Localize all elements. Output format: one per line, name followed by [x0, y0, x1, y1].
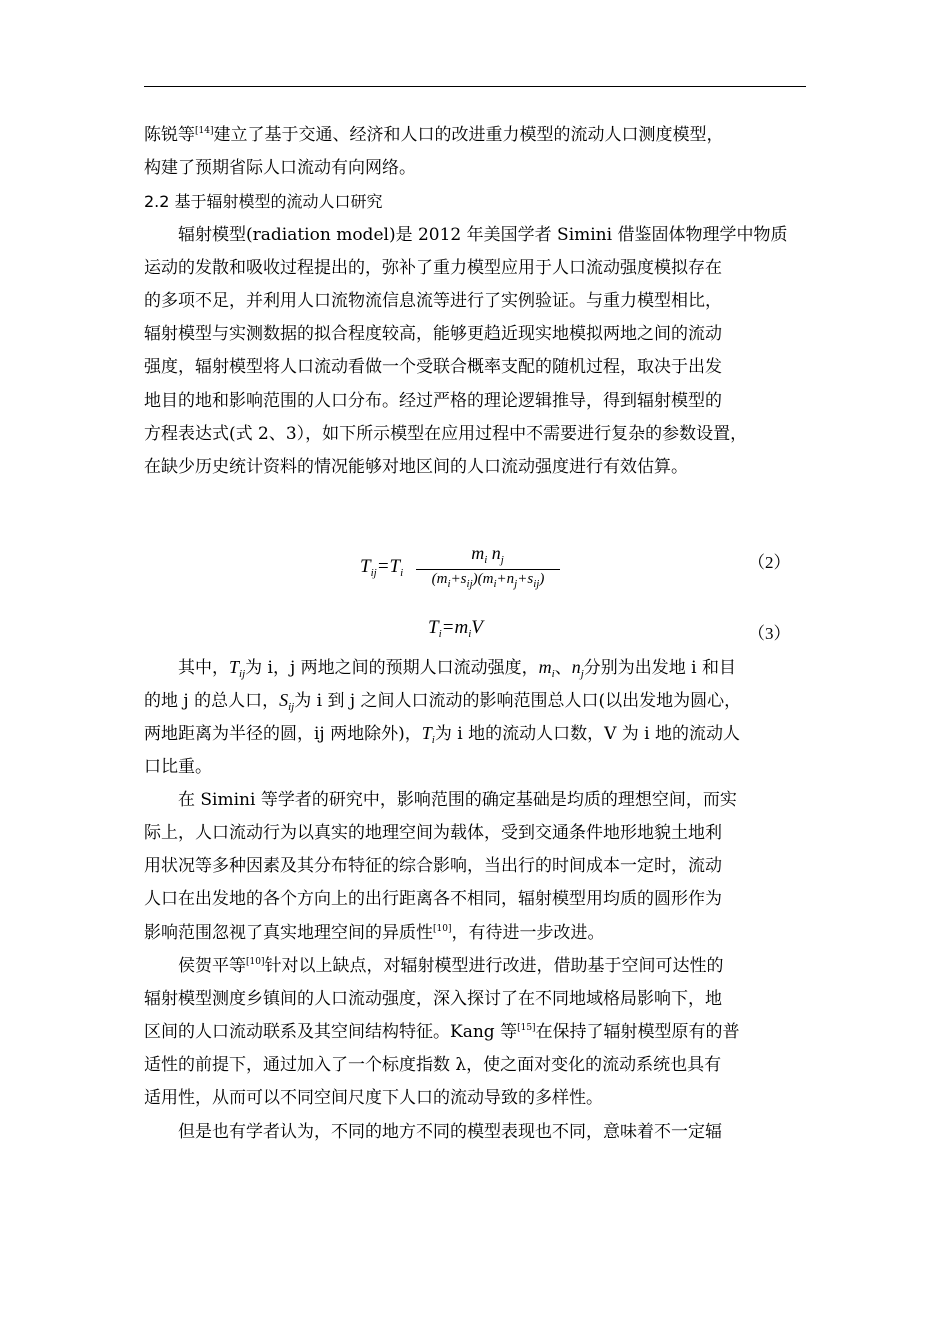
citation: [10]	[246, 956, 265, 967]
text-line: 际上，人口流动行为以真实的地理空间为载体，受到交通条件地形地貌土地利	[144, 822, 722, 843]
text-line: 辐射模型(radiation model)是 2012 年美国学者 Simini 借鉴固体物理学中物质	[178, 224, 788, 245]
text-line: 地目的地和影响范围的人口分布。经过严格的理论逻辑推导，得到辐射模型的	[144, 390, 722, 411]
var-mi: $m_i$	[538, 657, 555, 680]
text-line: 方程表达式(式 2、3），如下所示模型在应用过程中不需要进行复杂的参数设置，	[144, 423, 748, 444]
text-line: 的多项不足，并利用人口流物流信息流等进行了实例验证。与重力模型相比，	[144, 290, 722, 311]
text-line	[144, 950, 810, 983]
eq2-denominator: $(m_i+s_{ij})(m_i+n_j+s_{ij})$	[431, 571, 545, 590]
page-body-2	[144, 651, 810, 1149]
text: 针对以上缺点，对辐射模型进行改进，借助基于空间可达性的	[264, 955, 724, 976]
eq2-number: （2）	[748, 553, 791, 572]
text: 区间的人口流动联系及其空间结构特征。Kang 等	[144, 1022, 518, 1043]
text: 两地距离为半径的圆，ij 两地除外)，	[144, 724, 422, 745]
text: ，有待进一步改进。	[451, 922, 605, 943]
text-line	[144, 1016, 810, 1049]
citation: [15]	[517, 1023, 536, 1034]
citation: [10]	[433, 923, 452, 934]
text-line: 适用性，从而可以不同空间尺度下人口的流动导致的多样性。	[144, 1088, 603, 1109]
text-line: 构建了预期省际人口流动有向网络。	[144, 158, 416, 179]
text: 、	[554, 658, 572, 678]
text-line: 人口在出发地的各个方向上的出行距离各不相同，辐射模型用均质的圆形作为	[144, 889, 722, 910]
text-line	[144, 917, 810, 950]
text-line: 在 Simini 等学者的研究中，影响范围的确定基础是均质的理想空间，而实	[178, 789, 737, 810]
text: 陈锐等	[144, 125, 195, 145]
text-line: 口比重。	[144, 756, 212, 777]
text: 为 i 到 j 之间人口流动的影响范围总人口(以出发地为圆心，	[294, 691, 742, 712]
text-line: 辐射模型测度乡镇间的人口流动强度，深入探讨了在不同地域格局影响下，地	[144, 988, 722, 1009]
header-rule	[144, 86, 806, 87]
var-ti: $T_i$	[421, 723, 435, 747]
page-body	[144, 119, 810, 484]
text-line	[144, 119, 810, 152]
text-line: 但是也有学者认为，不同的地方不同的模型表现也不同，意味着不一定辐	[178, 1121, 722, 1142]
text-line	[144, 717, 810, 750]
text: 在保持了辐射模型原有的普	[535, 1022, 740, 1043]
text: 其中，	[178, 658, 229, 678]
text: 的地 j 的总人口，	[144, 691, 280, 712]
text: 建立了基于交通、经济和人口的改进重力模型的流动人口测度模型，	[213, 125, 724, 145]
eq3-body: $T_i=m_iV$	[428, 617, 483, 640]
text: 影响范围忽视了真实地理空间的异质性	[144, 922, 433, 943]
text: 侯贺平等	[178, 955, 246, 976]
text-line: 强度，辐射模型将人口流动看做一个受联合概率支配的随机过程，取决于出发	[144, 357, 722, 378]
eq3-number: （3）	[748, 624, 791, 643]
text-line: 运动的发散和吸收过程提出的，弥补了重力模型应用于人口流动强度模拟存在	[144, 257, 722, 278]
text: 分别为出发地 i 和目	[583, 658, 737, 678]
text-line	[144, 684, 810, 717]
var-nj: $n_j$	[571, 657, 584, 680]
text-line: 适性的前提下，通过加入了一个标度指数 λ，使之面对变化的流动系统也具有	[144, 1055, 722, 1076]
citation: [14]	[195, 126, 214, 136]
var-sij: $S_{ij}$	[279, 690, 295, 714]
text: 为 i 地的流动人口数，V 为 i 地的流动人	[434, 724, 740, 745]
text: 为 i，j 两地之间的预期人口流动强度，	[245, 658, 539, 678]
var-tij: $T_{ij}$	[229, 657, 246, 680]
eq2-fraction-bar	[416, 569, 560, 570]
eq2-lhs: $T_{ij}=T_i$	[360, 556, 404, 579]
text-line	[144, 651, 810, 684]
text-line: 在缺少历史统计资料的情况能够对地区间的人口流动强度进行有效估算。	[144, 456, 688, 477]
text-line: 用状况等多种因素及其分布特征的综合影响，当出行的时间成本一定时，流动	[144, 856, 722, 877]
section-heading: 2.2 基于辐射模型的流动人口研究	[144, 192, 383, 212]
eq2-numerator: $m_i$ $n_j$	[471, 543, 504, 566]
text-line: 辐射模型与实测数据的拟合程度较高，能够更趋近现实地模拟两地之间的流动	[144, 324, 722, 345]
